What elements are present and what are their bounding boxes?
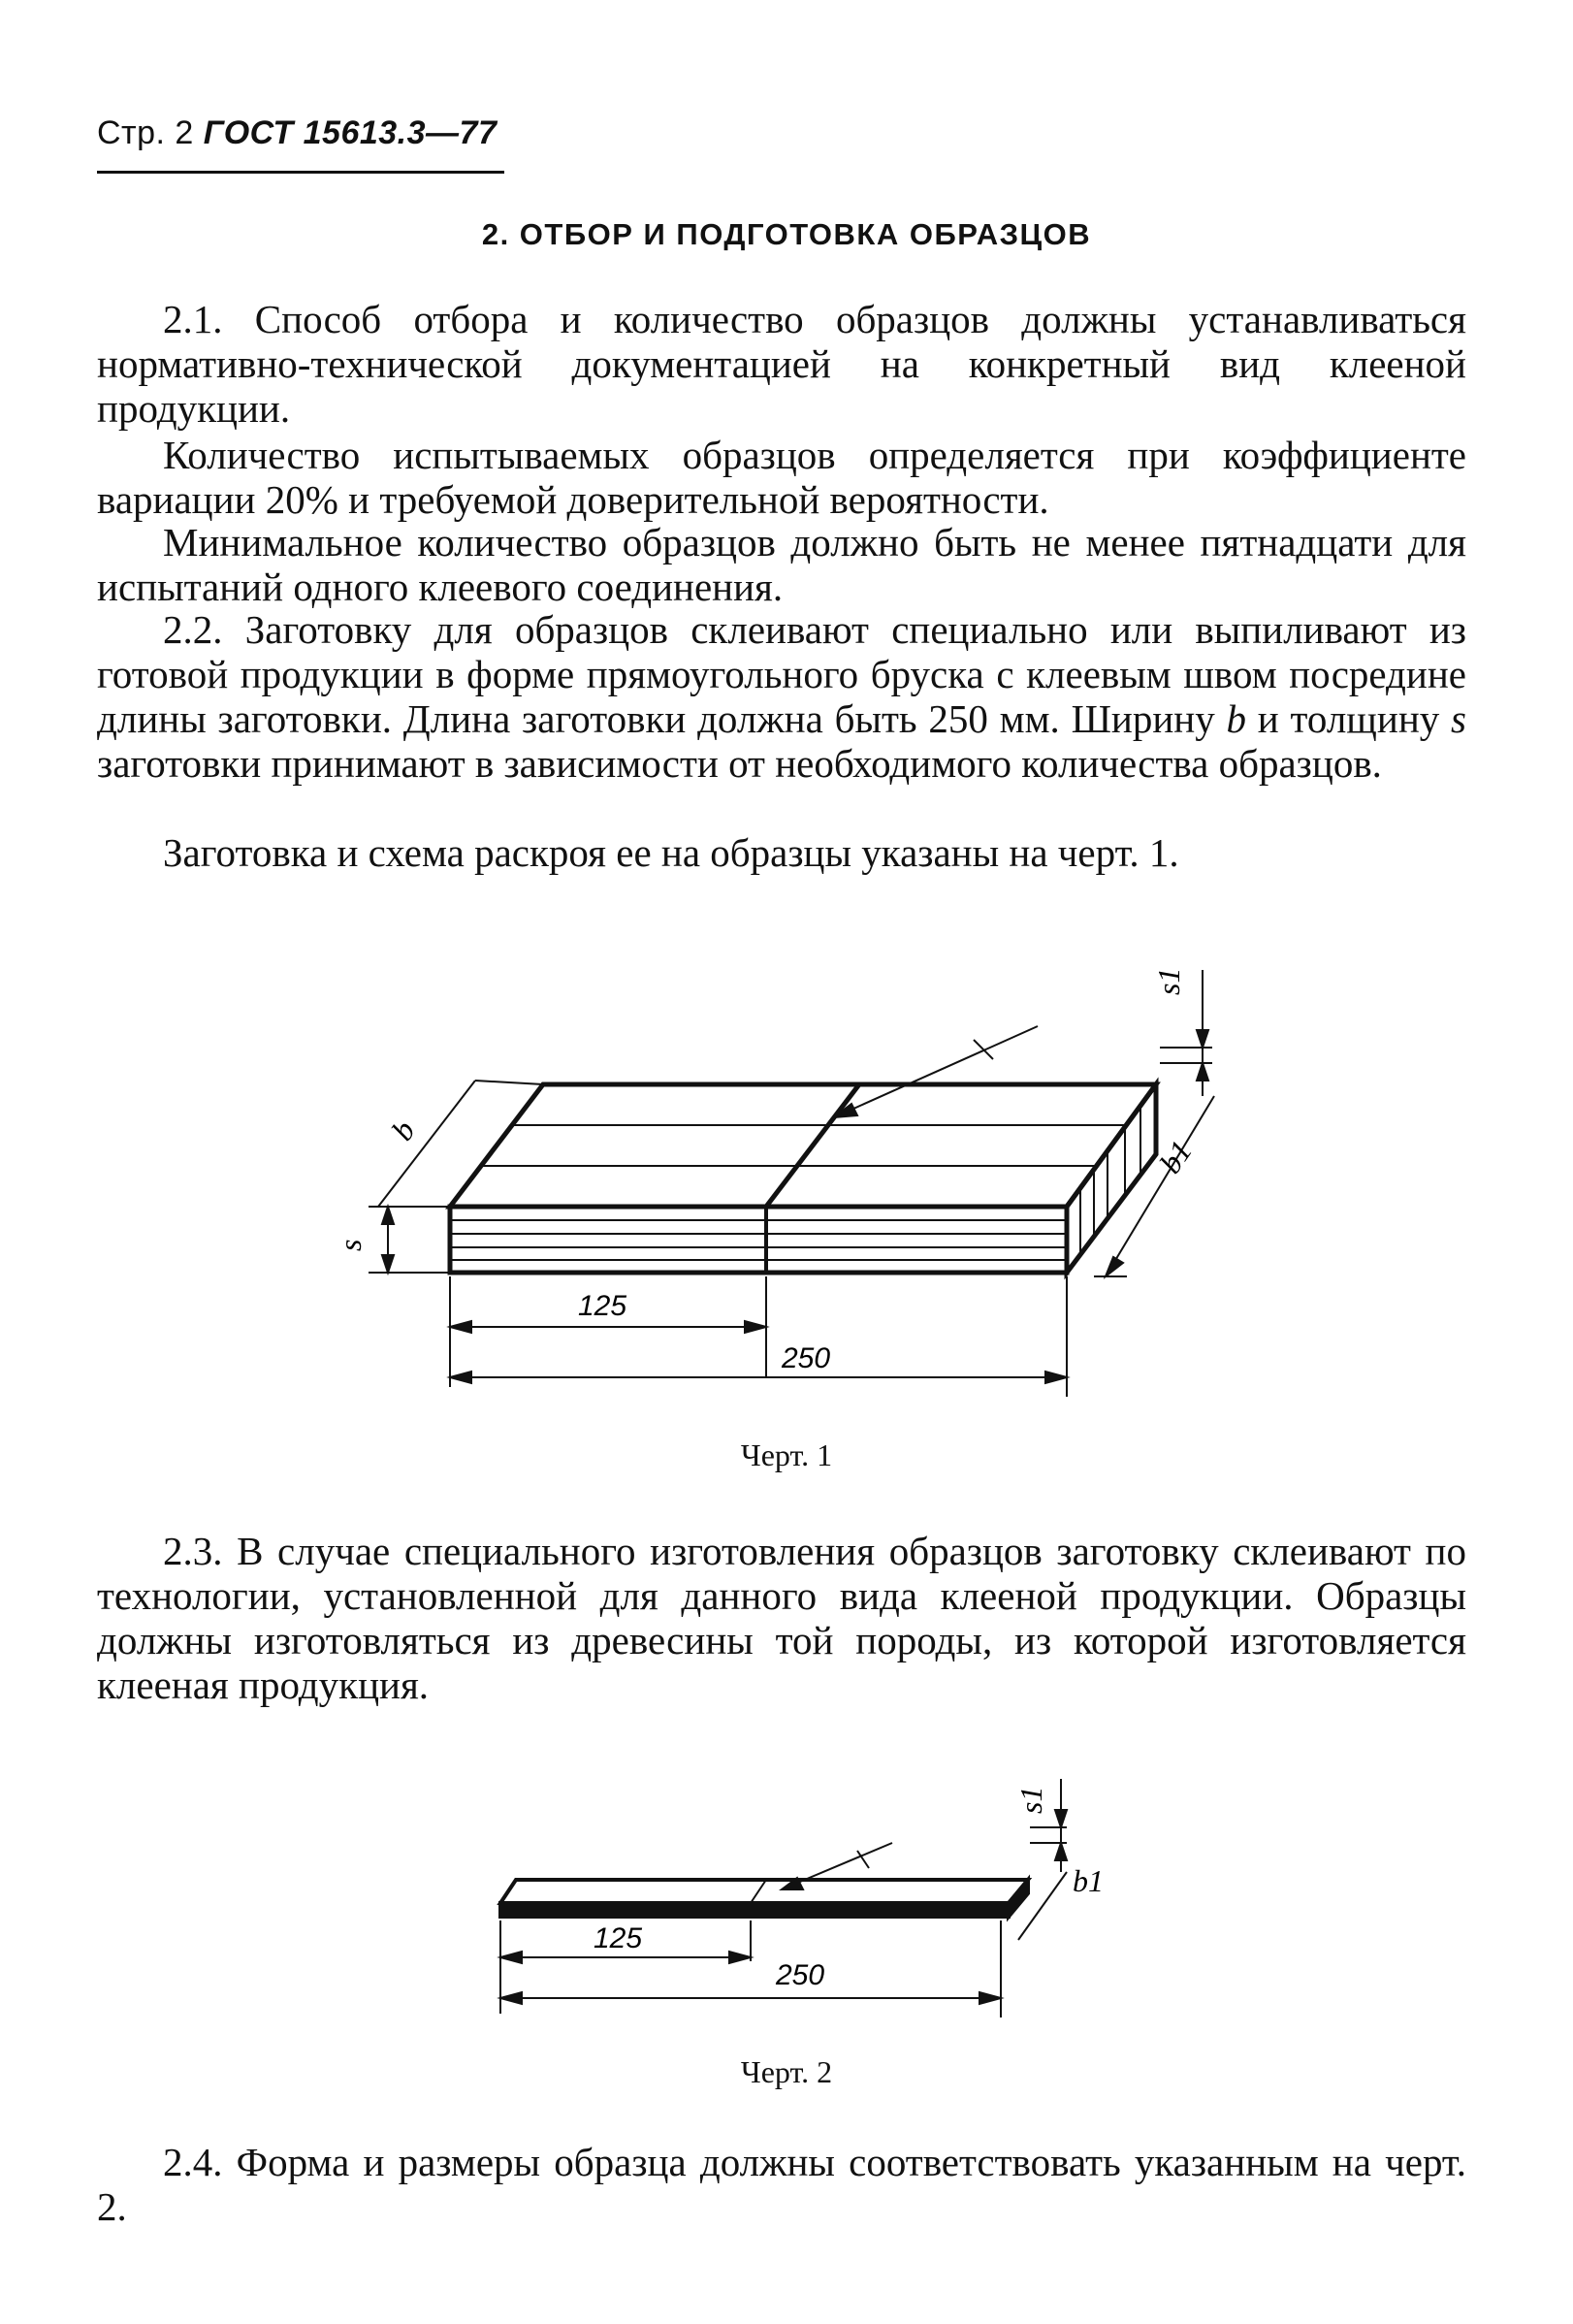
- paragraph-2-4: 2.4. Форма и размеры образца должны соответствовать указанным на черт. 2.: [97, 2140, 1466, 2229]
- figure-1-caption: Черт. 1: [740, 1437, 833, 1472]
- paragraph-2-1-count: Количество испытываемых образцов определяется при коэффициенте вариации 20% и требуемой доверительной вероятности.: [97, 433, 1466, 522]
- page-label: Стр. 2: [97, 114, 194, 151]
- var-s: s: [1451, 696, 1466, 741]
- paragraph-2-2-figure-ref: Заготовка и схема раскроя ее на образцы указаны на черт. 1.: [163, 830, 1179, 875]
- paragraph-2-1: 2.1. Способ отбора и количество образцов должны устанавливаться нормативно-технической документацией на конкретный вид клееной продукции.: [97, 297, 1466, 431]
- specimen-body: [500, 1880, 1028, 1917]
- dim-125: 125: [578, 1290, 627, 1322]
- section-title: 2. ОТБОР И ПОДГОТОВКА ОБРАЗЦОВ: [481, 217, 1092, 251]
- paragraph-2-2: 2.2. Заготовку для образцов склеивают специально или выпиливают из готовой продукции в форме прямоугольного бруска с клеевым швом посредине длины заготовки. Длина заготовки должна быть 250 мм. Ширину b и толщину s заготовки принимают в зависимости от необходимого количества образцов.: [97, 607, 1466, 786]
- label-b: b: [384, 1114, 422, 1147]
- label-b1: b1: [1152, 1134, 1200, 1180]
- fig2-dim-250: 250: [776, 1959, 825, 1991]
- figure-2-caption: Черт. 2: [740, 2054, 833, 2089]
- standard-number: ГОСТ 15613.3—77: [203, 114, 498, 151]
- label-s: s: [333, 1239, 368, 1251]
- label-s1: s1: [1151, 967, 1186, 995]
- fig2-dim-125: 125: [594, 1922, 643, 1954]
- dim-250: 250: [782, 1342, 831, 1374]
- fig2-label-s1: s1: [1013, 1786, 1048, 1814]
- paragraph-2-3: 2.3. В случае специального изготовления образцов заготовку склеивают по технологии, установленной для данного вида клееной продукции. Образцы должны изготовляться из древесины той породы, из которой изготовляется клееная продукция.: [97, 1529, 1466, 1707]
- fig2-label-b1: b1: [1073, 1863, 1104, 1898]
- paragraph-2-1-minimum: Минимальное количество образцов должно быть не менее пятнадцати для испытаний одного клеевого соединения.: [97, 520, 1466, 609]
- var-b: b: [1226, 696, 1247, 741]
